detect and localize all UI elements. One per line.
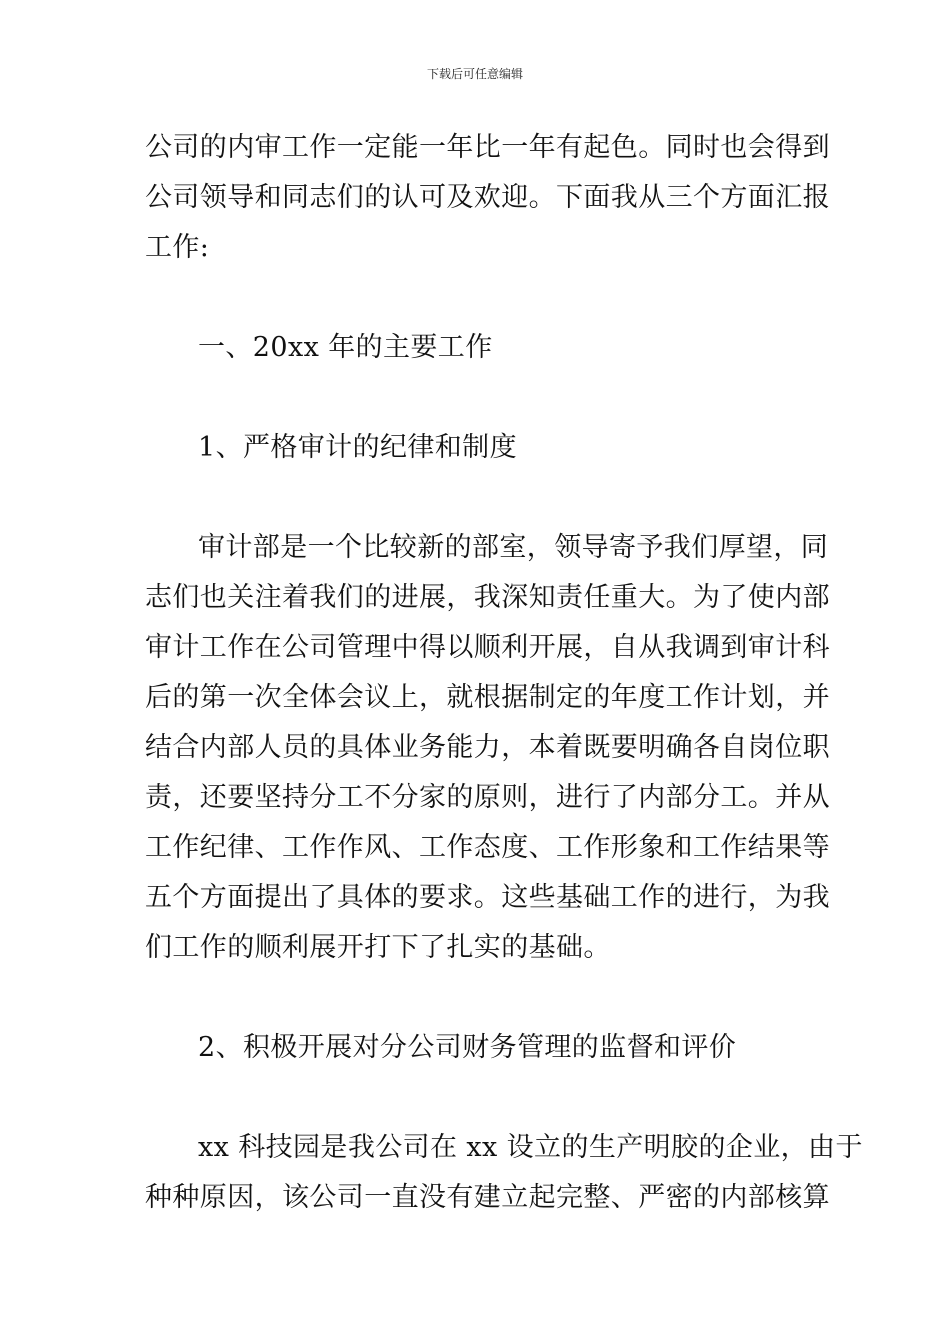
text-line: 志们也关注着我们的进展，我深知责任重大。为了使内部 xyxy=(145,582,830,613)
section-heading: 一、20xx 年的主要工作 xyxy=(198,332,493,363)
text-line: 公司领导和同志们的认可及欢迎。下面我从三个方面汇报 xyxy=(145,182,830,213)
page-header: 下载后可任意编辑 xyxy=(426,67,523,81)
text-line: 结合内部人员的具体业务能力，本着既要明确各自岗位职 xyxy=(145,732,830,763)
text-line: 工作: xyxy=(145,232,210,263)
text-line: 审计部是一个比较新的部室，领导寄予我们厚望，同 xyxy=(198,532,829,563)
subsection-heading: 2、积极开展对分公司财务管理的监督和评价 xyxy=(198,1032,737,1063)
text-line: 们工作的顺利展开打下了扎实的基础。 xyxy=(145,932,611,963)
text-line: xx 科技园是我公司在 xx 设立的生产明胶的企业，由于 xyxy=(198,1132,863,1163)
text-line: 后的第一次全体会议上，就根据制定的年度工作计划，并 xyxy=(145,682,830,713)
subsection-heading: 1、严格审计的纪律和制度 xyxy=(198,432,517,463)
text-line: 责，还要坚持分工不分家的原则，进行了内部分工。并从 xyxy=(145,782,830,813)
text-line: 五个方面提出了具体的要求。这些基础工作的进行，为我 xyxy=(145,882,830,913)
text-line: 工作纪律、工作作风、工作态度、工作形象和工作结果等 xyxy=(145,832,830,863)
text-line: 公司的内审工作一定能一年比一年有起色。同时也会得到 xyxy=(145,132,830,163)
text-line: 种种原因，该公司一直没有建立起完整、严密的内部核算 xyxy=(145,1182,830,1213)
text-line: 审计工作在公司管理中得以顺利开展，自从我调到审计科 xyxy=(145,632,830,663)
